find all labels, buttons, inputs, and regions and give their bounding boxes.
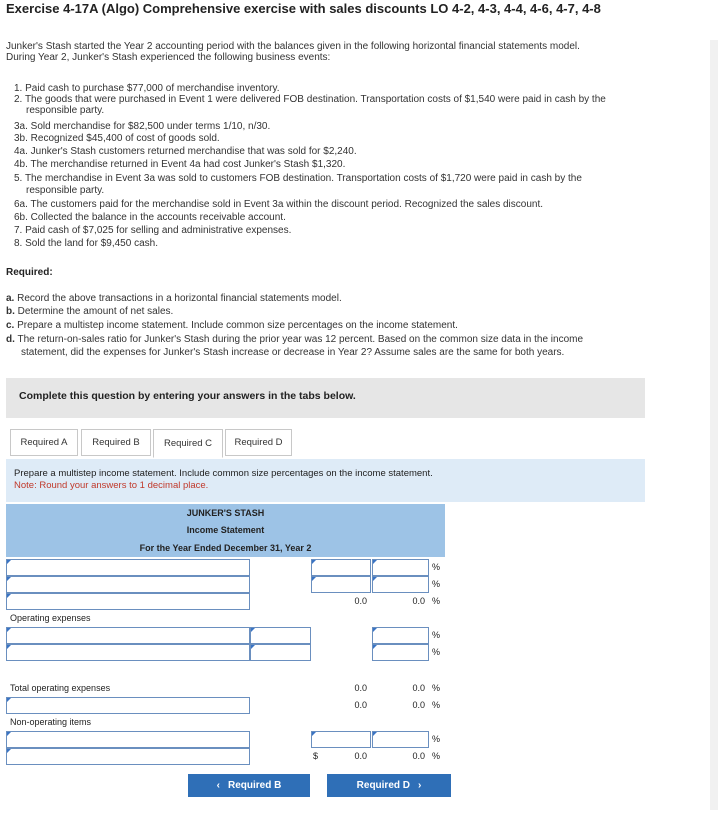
table-row bbox=[6, 680, 445, 697]
income-statement-table bbox=[6, 504, 445, 768]
tab-required-c[interactable]: Required C bbox=[153, 429, 223, 458]
percent-sign: % bbox=[432, 630, 441, 640]
total-opex-amount: 0.0 bbox=[354, 683, 367, 693]
event-5-cont: responsible party. bbox=[26, 185, 105, 196]
line-item-input[interactable] bbox=[6, 627, 250, 644]
amount-input[interactable] bbox=[250, 627, 311, 644]
chevron-left-icon: ‹ bbox=[216, 780, 220, 791]
table-row bbox=[6, 714, 445, 731]
tab-required-a[interactable]: Required A bbox=[10, 429, 78, 456]
amount-input[interactable] bbox=[250, 644, 311, 661]
line-item-input[interactable] bbox=[6, 697, 250, 714]
percent-input[interactable] bbox=[372, 559, 429, 576]
gross-margin-percent: 0.0 bbox=[412, 596, 425, 606]
event-6b: 6b. Collected the balance in the accounts receivable account. bbox=[14, 212, 286, 223]
table-row bbox=[6, 593, 445, 610]
percent-input[interactable] bbox=[372, 576, 429, 593]
operating-income-amount: 0.0 bbox=[354, 700, 367, 710]
required-heading: Required: bbox=[6, 267, 53, 278]
prev-required-b-button[interactable] bbox=[188, 774, 310, 797]
table-row bbox=[6, 627, 445, 644]
percent-sign: % bbox=[432, 751, 441, 761]
gross-margin-amount: 0.0 bbox=[354, 596, 367, 606]
event-5: 5. The merchandise in Event 3a was sold to customers FOB destination. Transportation costs of $1,720 were paid in cash by the bbox=[14, 173, 582, 184]
percent-input[interactable] bbox=[372, 731, 429, 748]
percent-sign: % bbox=[432, 700, 441, 710]
tab-required-b[interactable]: Required B bbox=[81, 429, 151, 456]
percent-input[interactable] bbox=[372, 644, 429, 661]
next-required-d-button[interactable] bbox=[327, 774, 451, 797]
percent-input[interactable] bbox=[372, 627, 429, 644]
tab-required-d[interactable]: Required D bbox=[225, 429, 292, 456]
percent-sign: % bbox=[432, 647, 441, 657]
line-item-input[interactable] bbox=[6, 644, 250, 661]
required-c: c. Prepare a multistep income statement. Include common size percentages on the income statement. bbox=[6, 320, 458, 331]
event-3b: 3b. Recognized $45,400 of cost of goods sold. bbox=[14, 133, 220, 144]
event-7: 7. Paid cash of $7,025 for selling and administrative expenses. bbox=[14, 225, 292, 236]
event-2: 2. The goods that were purchased in Event 1 were delivered FOB destination. Transportation costs of $1,540 were paid in cash by the bbox=[14, 94, 606, 105]
percent-sign: % bbox=[432, 734, 441, 744]
table-row bbox=[6, 731, 445, 748]
page-title: Exercise 4-17A (Algo) Comprehensive exercise with sales discounts LO 4-2, 4-3, 4-4, 4-6, 4-7, 4-8 bbox=[6, 1, 601, 16]
total-opex-percent: 0.0 bbox=[412, 683, 425, 693]
table-row bbox=[6, 697, 445, 714]
table-row bbox=[6, 576, 445, 593]
percent-sign: % bbox=[432, 579, 441, 589]
net-income-amount: 0.0 bbox=[354, 751, 367, 761]
line-item-input[interactable] bbox=[6, 593, 250, 610]
required-b: b. Determine the amount of net sales. bbox=[6, 306, 174, 317]
amount-input[interactable] bbox=[311, 731, 371, 748]
intro-line-2: During Year 2, Junker's Stash experienced the following business events: bbox=[6, 52, 331, 63]
complete-question-text: Complete this question by entering your answers in the tabs below. bbox=[19, 390, 356, 402]
next-button-label: Required D bbox=[356, 780, 410, 791]
operating-expenses-label: Operating expenses bbox=[10, 613, 91, 623]
operating-income-percent: 0.0 bbox=[412, 700, 425, 710]
dollar-sign: $ bbox=[313, 751, 319, 761]
complete-question-box bbox=[6, 378, 645, 418]
event-4a: 4a. Junker's Stash customers returned merchandise that was sold for $2,240. bbox=[14, 146, 357, 157]
required-d-cont: statement, did the expenses for Junker's Stash increase or decrease in Year 2? Assume sales are the same for both years. bbox=[21, 347, 565, 358]
statement-name: Income Statement bbox=[6, 522, 445, 539]
percent-sign: % bbox=[432, 596, 441, 606]
table-row bbox=[6, 610, 445, 627]
event-3a: 3a. Sold merchandise for $82,500 under terms 1/10, n/30. bbox=[14, 121, 271, 132]
required-d: d. The return-on-sales ratio for Junker's Stash during the prior year was 12 percent. Based on the common size data in the income bbox=[6, 334, 584, 345]
line-item-input[interactable] bbox=[6, 748, 250, 765]
total-operating-expenses-label: Total operating expenses bbox=[10, 683, 111, 693]
non-operating-items-label: Non-operating items bbox=[10, 717, 92, 727]
event-4b: 4b. The merchandise returned in Event 4a had cost Junker's Stash $1,320. bbox=[14, 159, 346, 170]
table-row bbox=[6, 559, 445, 576]
amount-input[interactable] bbox=[311, 576, 371, 593]
amount-input[interactable] bbox=[311, 559, 371, 576]
required-a: a. Record the above transactions in a horizontal financial statements model. bbox=[6, 293, 342, 304]
prev-button-label: Required B bbox=[228, 780, 282, 791]
instruction-text: Prepare a multistep income statement. Include common size percentages on the income statement. bbox=[14, 468, 433, 479]
instruction-box bbox=[6, 459, 645, 502]
net-income-percent: 0.0 bbox=[412, 751, 425, 761]
event-6a: 6a. The customers paid for the merchandise sold in Event 3a within the discount period. Recognized the sales discount. bbox=[14, 199, 544, 210]
rounding-note: Note: Round your answers to 1 decimal place. bbox=[14, 480, 209, 491]
table-row bbox=[6, 644, 445, 661]
event-8: 8. Sold the land for $9,450 cash. bbox=[14, 238, 158, 249]
line-item-input[interactable] bbox=[6, 576, 250, 593]
statement-period: For the Year Ended December 31, Year 2 bbox=[6, 539, 445, 557]
event-1: 1. Paid cash to purchase $77,000 of merchandise inventory. bbox=[14, 83, 280, 94]
scrollbar[interactable] bbox=[710, 40, 718, 810]
statement-company: JUNKER'S STASH bbox=[6, 504, 445, 522]
intro-line-1: Junker's Stash started the Year 2 accounting period with the balances given in the following horizontal financial statements model. bbox=[6, 41, 580, 52]
event-2-cont: responsible party. bbox=[26, 105, 105, 116]
chevron-right-icon: › bbox=[418, 780, 422, 791]
percent-sign: % bbox=[432, 683, 441, 693]
table-row bbox=[6, 748, 445, 765]
line-item-input[interactable] bbox=[6, 731, 250, 748]
percent-sign: % bbox=[432, 562, 441, 572]
line-item-input[interactable] bbox=[6, 559, 250, 576]
